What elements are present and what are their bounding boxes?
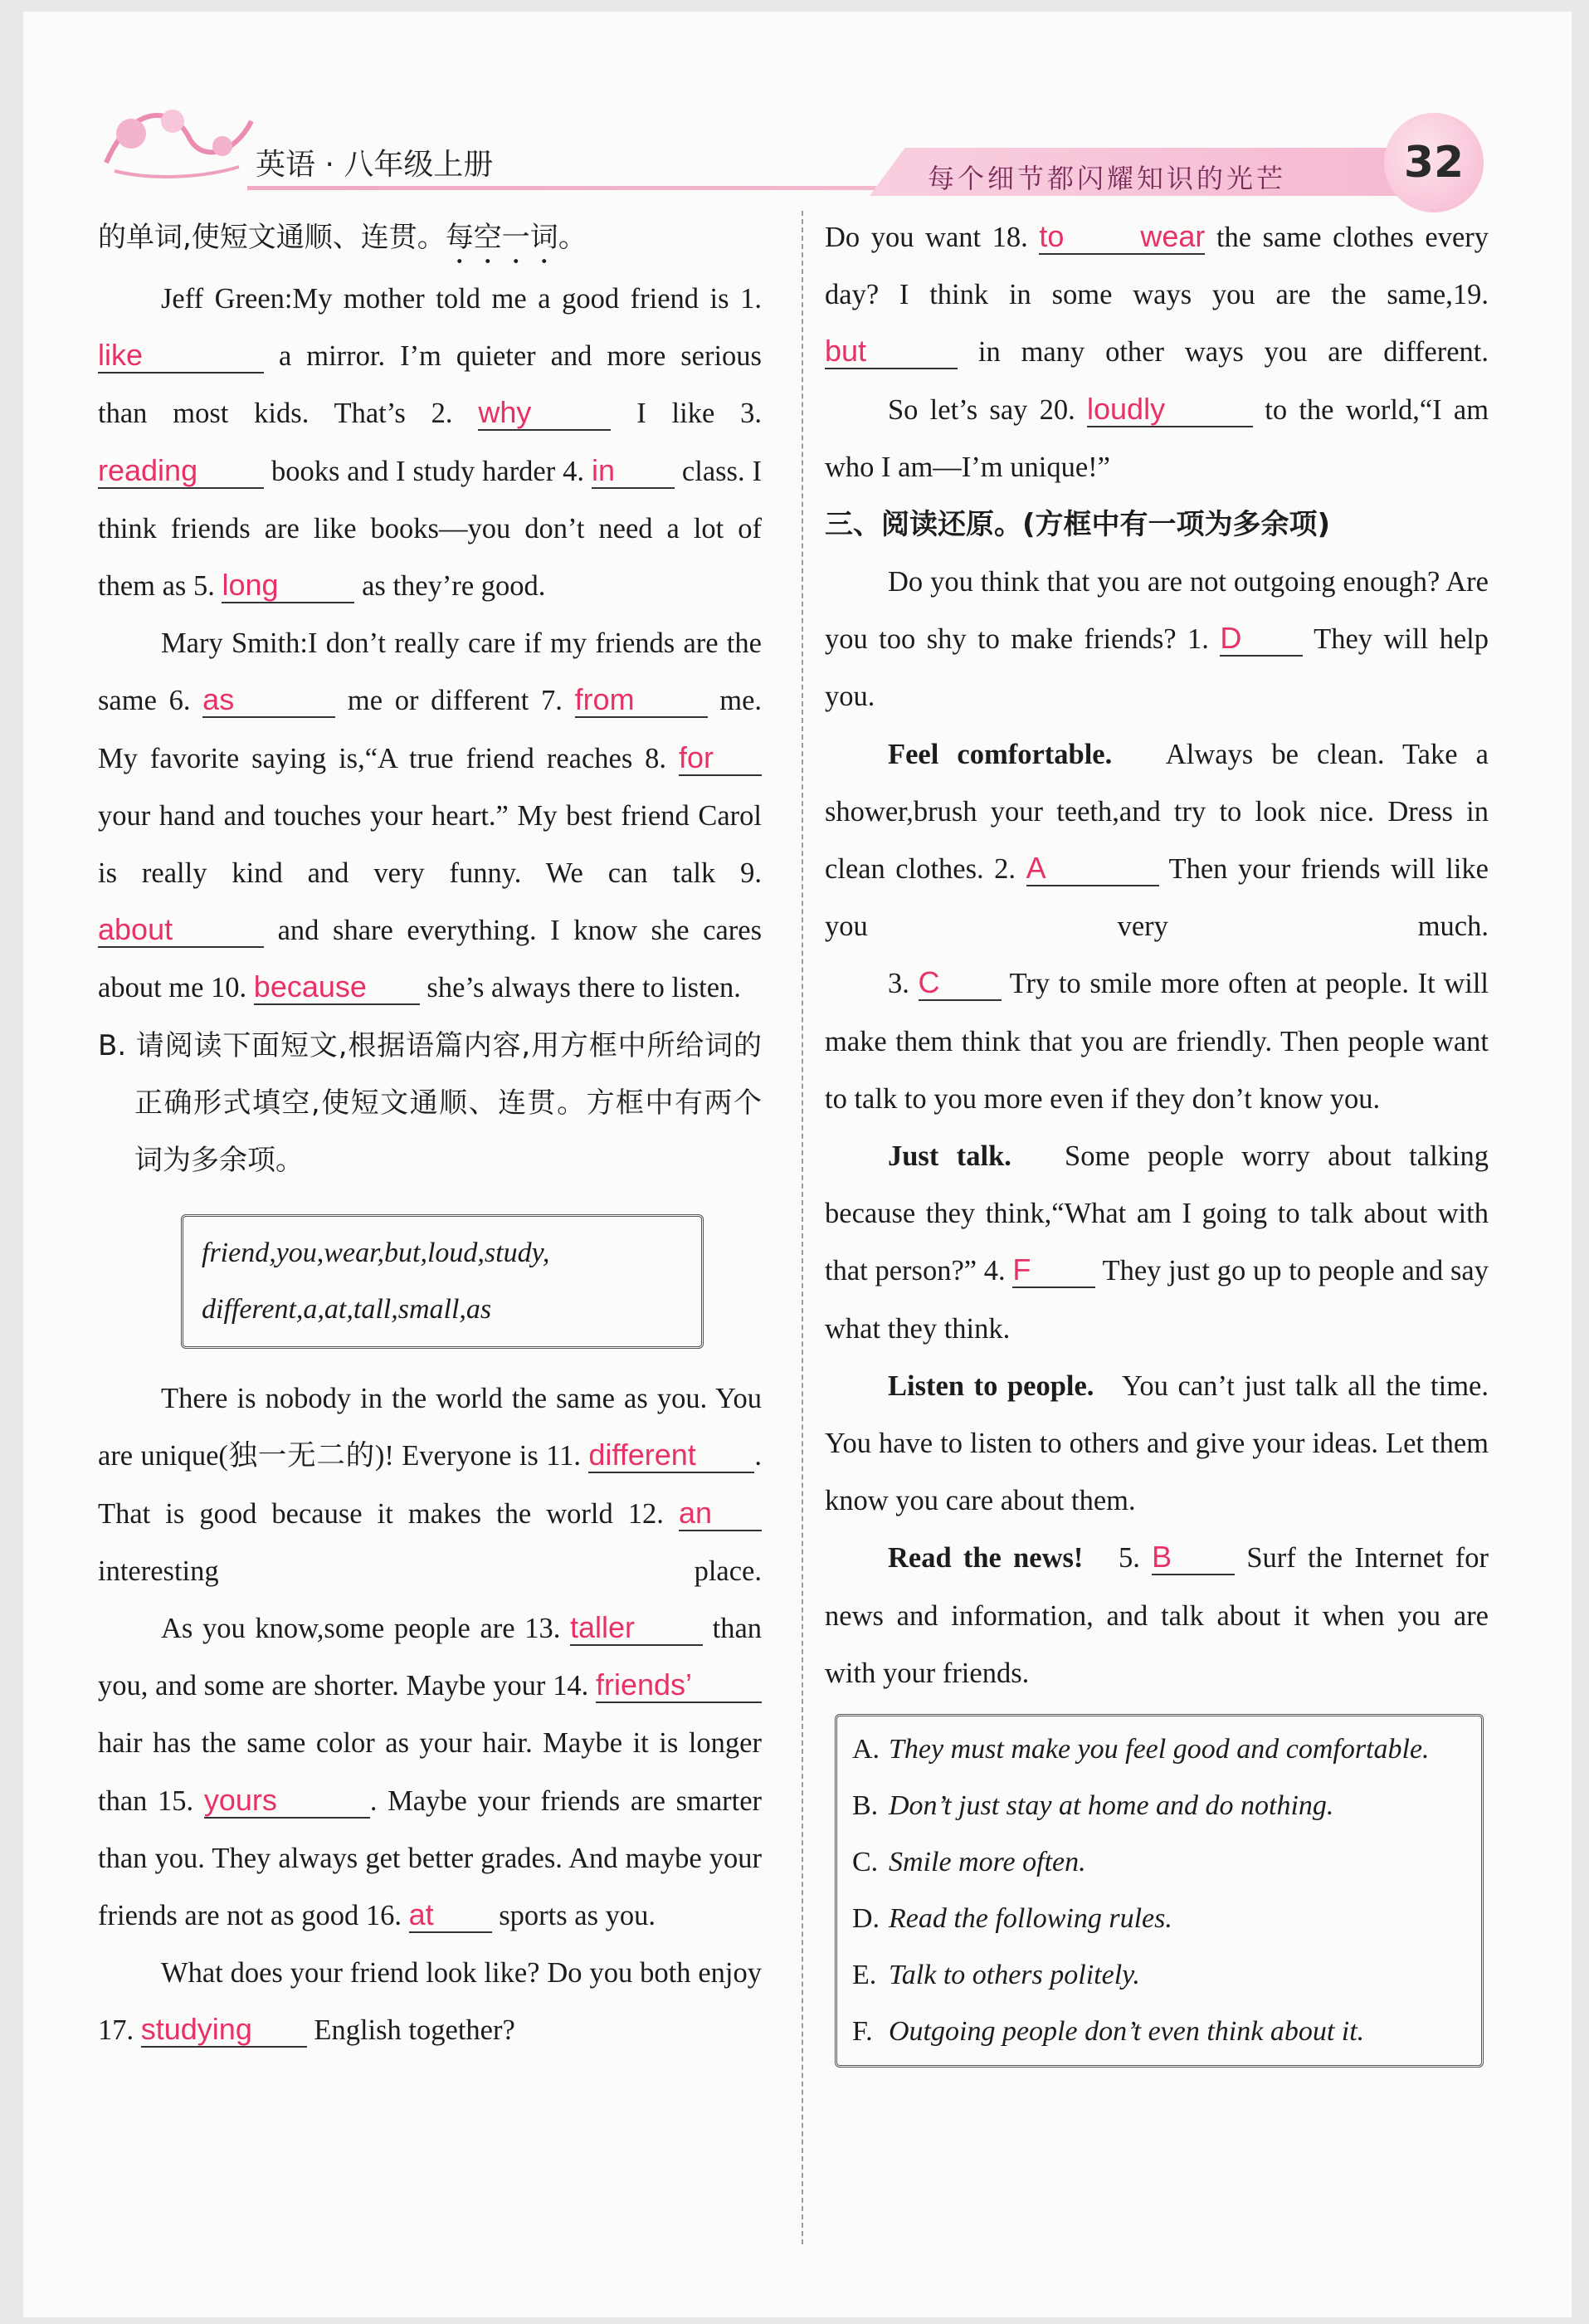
subheading-feel-comfortable: Feel comfortable. xyxy=(888,738,1113,770)
option-text: They must make you feel good and comfortable. xyxy=(889,1734,1430,1765)
intro-emphasis: 每空一词 xyxy=(445,221,558,254)
text: Do you want 18. xyxy=(825,222,1028,253)
answer-blank-14[interactable]: friends’ xyxy=(596,1668,762,1703)
answer-blank-12[interactable]: an xyxy=(679,1496,762,1531)
text: Always be clean. Take a shower,brush your teeth,and try to look nice. Dress in clean clothes. 2. xyxy=(825,738,1489,886)
text: in many other ways you are different. xyxy=(977,336,1489,369)
answer-blank-19[interactable]: but xyxy=(825,334,958,369)
text: . That is good because it makes the world 12. xyxy=(98,1440,762,1530)
text: They just go up to people and say what they think. xyxy=(825,1255,1489,1345)
b-paragraph-3-continued xyxy=(825,209,1489,382)
subheading-listen: Listen to people. xyxy=(888,1370,1094,1402)
option-d xyxy=(852,1891,1466,1947)
option-e xyxy=(852,1947,1466,2004)
text: . Maybe your friends are smarter than you. They always get better grades. And maybe your friends are not as good 16. xyxy=(98,1784,763,1932)
answer-blank-1[interactable]: like xyxy=(98,339,264,374)
text: hair has the same color as your hair. Maybe it is longer than 15. xyxy=(98,1727,762,1817)
text: a mirror. I’m quieter and more serious than most kids. That’s 2. xyxy=(98,340,762,430)
subheading-just-talk: Just talk. xyxy=(888,1140,1011,1173)
option-text: Outgoing people don’t even think about it. xyxy=(889,2016,1365,2048)
option-text: Smile more often. xyxy=(889,1847,1086,1878)
jeff-paragraph xyxy=(98,271,762,615)
answer-blank-3[interactable]: reading xyxy=(98,454,264,489)
option-label: A. xyxy=(852,1734,880,1765)
text: 5. xyxy=(1119,1542,1140,1575)
answer-blank-9[interactable]: about xyxy=(98,913,264,948)
read-paragraph-3 xyxy=(825,955,1489,1128)
section-3-title: 三、阅读还原。(方框中有一项为多余项) xyxy=(825,508,1331,542)
intro-text: 的单词,使短文通顺、连贯。 xyxy=(98,221,446,254)
text: Do you think that you are not outgoing enough? Are you too shy to make friends? 1. xyxy=(825,566,1489,656)
workbook-page xyxy=(23,12,1572,2317)
option-text: Don’t just stay at home and do nothing. xyxy=(889,1790,1334,1822)
answer-blank-4[interactable]: in xyxy=(592,454,675,489)
text: English together? xyxy=(314,2014,515,2047)
answer-blank-r2[interactable]: A xyxy=(1026,852,1159,886)
text: as they’re good. xyxy=(362,570,546,603)
left-column xyxy=(98,209,762,2060)
read-paragraph-6 xyxy=(825,1530,1489,1702)
text: the same clothes every day? I think in some ways you are the same,19. xyxy=(825,222,1489,311)
text: They will help you. xyxy=(825,623,1489,713)
answer-blank-20[interactable]: loudly xyxy=(1087,393,1253,427)
header-slogan: 每个细节都闪耀知识的光芒 xyxy=(928,163,1287,194)
mary-paragraph xyxy=(98,615,762,1017)
option-label: F. xyxy=(852,2016,873,2048)
page-number: 32 xyxy=(1384,113,1484,212)
answer-blank-11[interactable]: different xyxy=(588,1438,754,1473)
option-text: Read the following rules. xyxy=(889,1903,1172,1935)
subheading-read-news: Read the news! xyxy=(888,1542,1084,1575)
answer-blank-6[interactable]: as xyxy=(202,683,335,718)
column-divider xyxy=(802,211,803,2244)
intro-end: 。 xyxy=(558,221,587,254)
answer-blank-15[interactable]: yours xyxy=(204,1784,370,1819)
option-label: C. xyxy=(852,1847,879,1878)
answer-blank-r4[interactable]: F xyxy=(1012,1253,1095,1288)
answer-blank-18[interactable]: to wear xyxy=(1039,219,1206,253)
text: sports as you. xyxy=(499,1900,656,1932)
option-text: Talk to others politely. xyxy=(889,1960,1140,1991)
answer-blank-8[interactable]: for xyxy=(679,741,762,776)
text: 3. xyxy=(888,968,909,1000)
text: As you know,some people are 13. xyxy=(161,1613,561,1645)
answer-blank-5[interactable]: long xyxy=(222,569,354,603)
text: I like 3. xyxy=(636,398,763,430)
read-paragraph-2 xyxy=(825,726,1489,956)
answer-blank-16[interactable]: at xyxy=(409,1898,492,1933)
read-paragraph-4 xyxy=(825,1128,1489,1358)
subject-title: 英语 · 八年级上册 xyxy=(256,148,494,182)
options-box xyxy=(835,1714,1484,2068)
option-b xyxy=(852,1778,1466,1834)
text: me or different 7. xyxy=(347,685,563,717)
b-paragraph-3 xyxy=(98,1945,762,2059)
text: Mary Smith:I don’t really care if my friends are the same 6. xyxy=(98,627,762,717)
text: to the world,“I am who I am—I’m unique!” xyxy=(825,393,1489,483)
text: Then your friends will like you very much. xyxy=(825,853,1489,943)
text: There is nobody in the world the same as you. You are unique(独一无二的)! Everyone is 11. xyxy=(98,1383,762,1472)
text: Try to smile more often at people. It will make them think that you are friendly. Then people want to talk to you more even if they don’t know you. xyxy=(825,968,1489,1115)
answer-blank-7[interactable]: from xyxy=(575,683,708,718)
text: interesting place. xyxy=(98,1555,762,1587)
text: than you, and some are shorter. Maybe your 14. xyxy=(98,1613,763,1702)
text: You can’t just talk all the time. You have to listen to others and give your ideas. Let them know you care about them. xyxy=(825,1370,1489,1517)
text: me. My favorite saying is,“A true friend reaches 8. xyxy=(98,685,763,774)
answer-blank-r3[interactable]: C xyxy=(919,966,1002,1001)
text: your hand and touches your heart.” My best friend Carol is really kind and very funny. We can talk 9. xyxy=(98,799,762,890)
option-a xyxy=(852,1721,1466,1778)
answer-blank-2[interactable]: why xyxy=(478,396,611,431)
text: Jeff Green:My mother told me a good friend is 1. xyxy=(161,283,762,315)
page-header xyxy=(23,12,1572,194)
option-f xyxy=(852,2004,1466,2060)
text: she’s always there to listen. xyxy=(426,972,741,1004)
answer-blank-r1[interactable]: D xyxy=(1220,622,1303,657)
floral-ornament-icon xyxy=(98,88,264,188)
text: Surf the Internet for news and information, and talk about it when you are with your friends. xyxy=(825,1542,1489,1689)
text: Some people worry about talking because they think,“What am I going to talk about with that person?” 4. xyxy=(825,1140,1489,1287)
intro-line xyxy=(98,209,762,271)
text: What does your friend look like? Do you both enjoy 17. xyxy=(98,1957,762,2047)
answer-blank-13[interactable]: taller xyxy=(570,1611,703,1646)
option-label: D. xyxy=(852,1903,880,1935)
word-bank-box xyxy=(181,1214,704,1349)
b-paragraph-4 xyxy=(825,382,1489,496)
text: So let’s say 20. xyxy=(888,393,1075,426)
read-paragraph-5 xyxy=(825,1358,1489,1531)
text: and share everything. I know she cares about me 10. xyxy=(98,915,762,1004)
text: books and I study harder 4. xyxy=(271,455,585,487)
b-paragraph-2 xyxy=(98,1600,762,1945)
answer-blank-r5[interactable]: B xyxy=(1152,1540,1235,1575)
answer-blank-10[interactable]: because xyxy=(254,970,420,1005)
right-column xyxy=(825,209,1489,2068)
answer-blank-17[interactable]: studying xyxy=(141,2013,307,2048)
option-label: B. xyxy=(852,1790,879,1822)
word-bank-line-2: different,a,at,tall,small,as xyxy=(202,1294,492,1326)
section-b-instructions: B. 请阅读下面短文,根据语篇内容,用方框中所给词的正确形式填空,使短文通顺、连贯。方框中有两个词为多余项。 xyxy=(98,1028,762,1178)
word-bank-line-1: friend,you,wear,but,loud,study, xyxy=(202,1238,550,1269)
read-paragraph-1 xyxy=(825,554,1489,726)
option-label: E. xyxy=(852,1960,877,1991)
b-paragraph-1 xyxy=(98,1370,762,1600)
option-c xyxy=(852,1834,1466,1891)
text: class. I think friends are like books—you don’t need a lot of them as 5. xyxy=(98,455,763,603)
